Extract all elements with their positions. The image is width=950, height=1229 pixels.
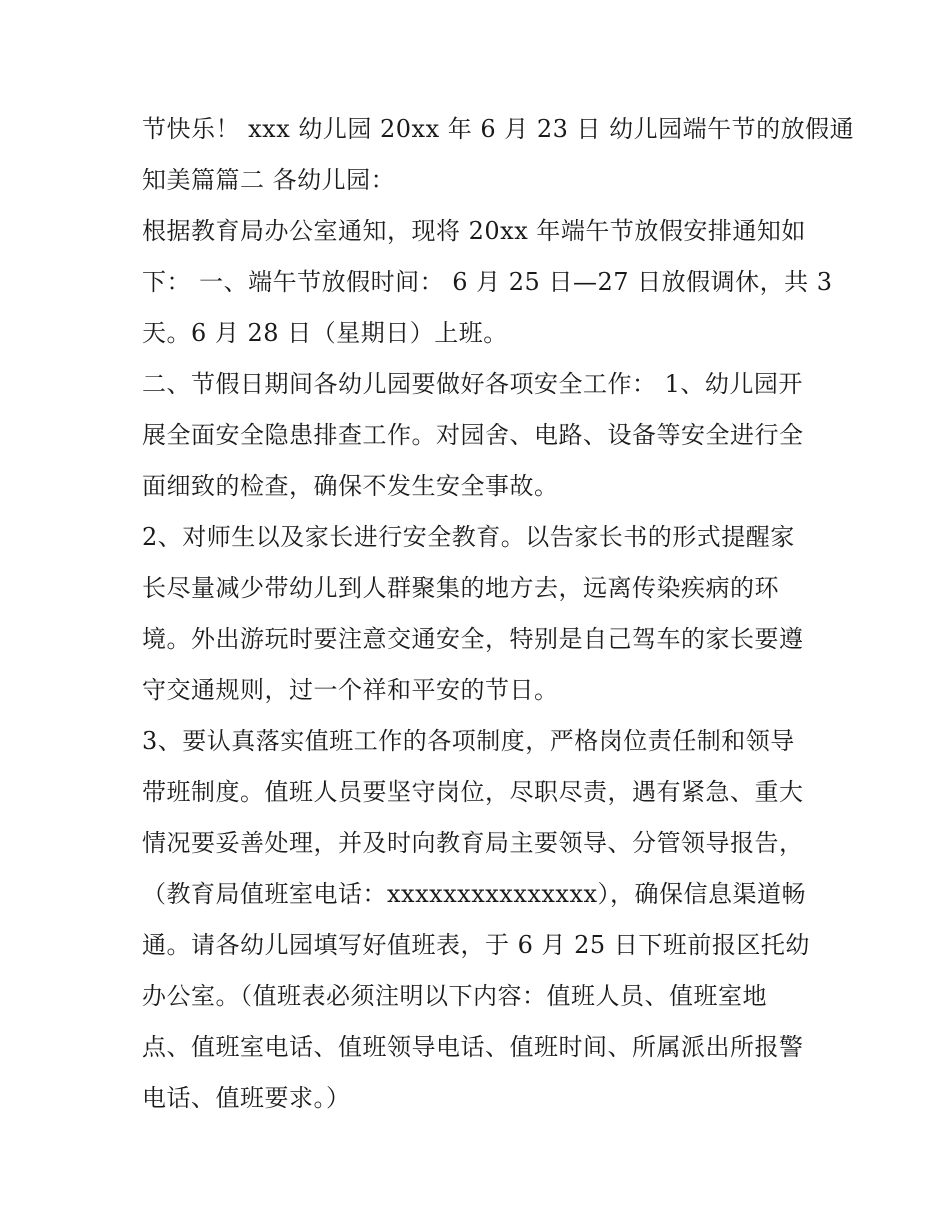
text-line: 天。6 月 28 日（星期日）上班。	[142, 319, 508, 347]
text-line: 3、要认真落实值班工作的各项制度，严格岗位责任制和领导	[142, 727, 795, 755]
text-line: 展全面安全隐患排查工作。对园舍、电路、设备等安全进行全	[142, 421, 804, 449]
text-line: 长尽量减少带幼儿到人群聚集的地方去，远离传染疾病的环	[142, 574, 779, 602]
text-line: 二、节假日期间各幼儿园要做好各项安全工作： 1、幼儿园开	[142, 370, 803, 398]
text-line: 面细致的检查，确保不发生安全事故。	[142, 472, 559, 500]
text-line: 根据教育局办公室通知，现将 20xx 年端午节放假安排通知如	[142, 217, 806, 245]
text-line: 点、值班室电话、值班领导电话、值班时间、所属派出所报警	[142, 1033, 804, 1061]
text-line: 节快乐！ xxx 幼儿园 20xx 年 6 月 23 日 幼儿园端午节的放假通	[142, 115, 855, 143]
text-line: 电话、值班要求。）	[142, 1084, 351, 1112]
text-line: 守交通规则，过一个祥和平安的节日。	[142, 676, 559, 704]
text-line: 2、对师生以及家长进行安全教育。以告家长书的形式提醒家	[142, 523, 795, 551]
text-line: （教育局值班室电话：xxxxxxxxxxxxxxx），确保信息渠道畅	[142, 880, 807, 908]
body-text	[142, 104, 855, 1124]
text-line: 情况要妥善处理，并及时向教育局主要领导、分管领导报告，	[142, 829, 804, 857]
text-line: 办公室。（值班表必须注明以下内容：值班人员、值班室地	[142, 982, 767, 1010]
text-line: 带班制度。值班人员要坚守岗位，尽职尽责，遇有紧急、重大	[142, 778, 804, 806]
text-line: 知美篇篇二 各幼儿园：	[142, 166, 396, 194]
text-line: 通。请各幼儿园填写好值班表，于 6 月 25 日下班前报区托幼	[142, 931, 810, 959]
text-line: 境。外出游玩时要注意交通安全，特别是自己驾车的家长要遵	[142, 625, 804, 653]
text-line: 下： 一、端午节放假时间： 6 月 25 日—27 日放假调休，共 3	[142, 268, 833, 296]
